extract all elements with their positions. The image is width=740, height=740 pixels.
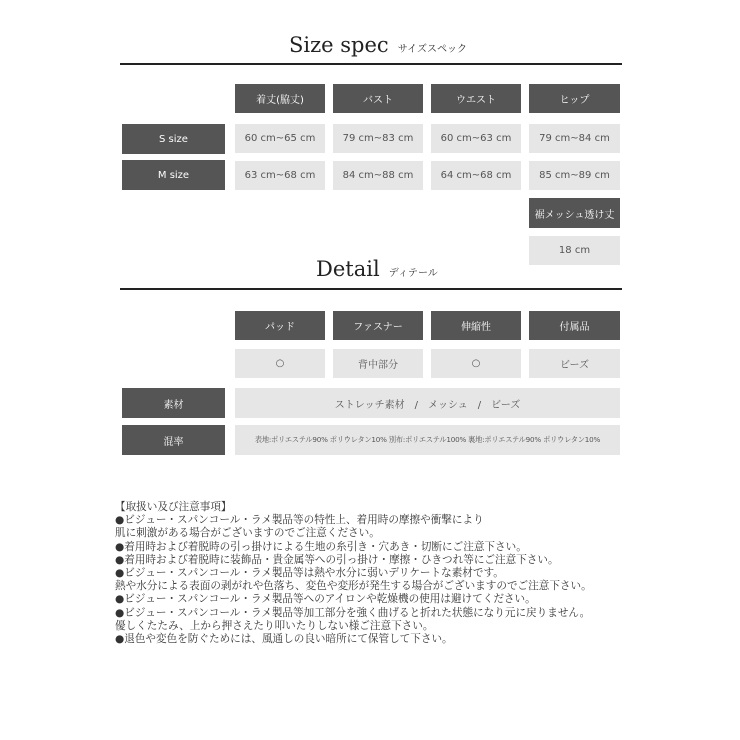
care-note-line: ●ビジュー・スパンコール・ラメ製品等は熱や水分に弱いデリケートな素材です。	[115, 566, 504, 579]
size-cell: 84 cm~88 cm	[333, 161, 423, 190]
material-value: ストレッチ素材 / メッシュ / ビーズ	[235, 388, 620, 418]
size-col-header-waist: ウエスト	[431, 84, 521, 113]
detail-cell: ○	[431, 349, 521, 378]
size-cell: 60 cm~65 cm	[235, 124, 325, 153]
care-note-line: ●着用時および着脱時の引っ掛けによる生地の糸引き・穴あき・切断にご注意下さい。	[115, 540, 527, 553]
size-row-label-m: M size	[122, 160, 225, 190]
size-spec-subtitle: サイズスペック	[397, 44, 467, 55]
detail-col-header-zipper: ファスナー	[333, 311, 423, 340]
size-cell: 85 cm~89 cm	[529, 161, 620, 190]
care-note-line: 優しくたたみ、上から押さえたり叩いたりしない様ご注意下さい。	[115, 619, 434, 632]
detail-rule	[120, 288, 622, 290]
size-cell: 64 cm~68 cm	[431, 161, 521, 190]
care-note-line: 肌に刺激がある場合がございますのでご注意ください。	[115, 527, 380, 540]
care-note-line: 熱や水分による表面の剥がれや色落ち、変色や変形が発生する場合がございますのでご注意下さい。	[115, 580, 592, 593]
size-spec-rule	[120, 63, 622, 65]
size-col-header-hip: ヒップ	[529, 84, 620, 113]
care-notes	[115, 501, 615, 646]
detail-col-header-stretch: 伸縮性	[431, 311, 521, 340]
size-extra-header: 裾メッシュ透け丈	[529, 198, 620, 228]
blend-label: 混率	[122, 425, 225, 455]
detail-cell: 背中部分	[333, 349, 423, 378]
size-row-label-s: S size	[122, 124, 225, 154]
size-cell: 79 cm~84 cm	[529, 124, 620, 153]
material-label: 素材	[122, 388, 225, 418]
blend-value: 表地:ポリエステル90% ポリウレタン10% 別布:ポリエステル100% 裏地:ポリエステル90% ポリウレタン10%	[235, 425, 620, 455]
detail-cell: ○	[235, 349, 325, 378]
care-note-line: ●ビジュー・スパンコール・ラメ製品等へのアイロンや乾燥機の使用は避けてください。	[115, 593, 536, 606]
size-col-header-bust: バスト	[333, 84, 423, 113]
size-cell: 79 cm~83 cm	[333, 124, 423, 153]
care-note-line: ●退色や変色を防ぐためには、風通しの良い暗所にて保管して下さい。	[115, 632, 453, 645]
detail-cell: ビーズ	[529, 349, 620, 378]
care-note-line: ●ビジュー・スパンコール・ラメ製品等の特性上、着用時の摩擦や衝撃により	[115, 514, 484, 527]
size-col-header-length: 着丈(脇丈)	[235, 84, 325, 113]
care-note-line: ●ビジュー・スパンコール・ラメ製品等加工部分を強く曲げると折れた状態になり元に戻りません。	[115, 606, 591, 619]
size-extra-value: 18 cm	[529, 236, 620, 265]
size-spec-title: Size spec	[289, 33, 389, 57]
detail-title: Detail	[316, 257, 380, 281]
care-notes-heading: 【取扱い及び注意事項】	[115, 501, 232, 513]
size-cell: 63 cm~68 cm	[235, 161, 325, 190]
size-cell: 60 cm~63 cm	[431, 124, 521, 153]
detail-col-header-pad: パッド	[235, 311, 325, 340]
detail-heading	[316, 257, 516, 285]
detail-subtitle: ディテール	[388, 268, 438, 279]
size-spec-heading	[289, 33, 489, 61]
care-note-line: ●着用時および着脱時に装飾品・貴金属等への引っ掛け・摩擦・ひきつれ等にご注意下さい。	[115, 553, 559, 566]
detail-col-header-accessory: 付属品	[529, 311, 620, 340]
